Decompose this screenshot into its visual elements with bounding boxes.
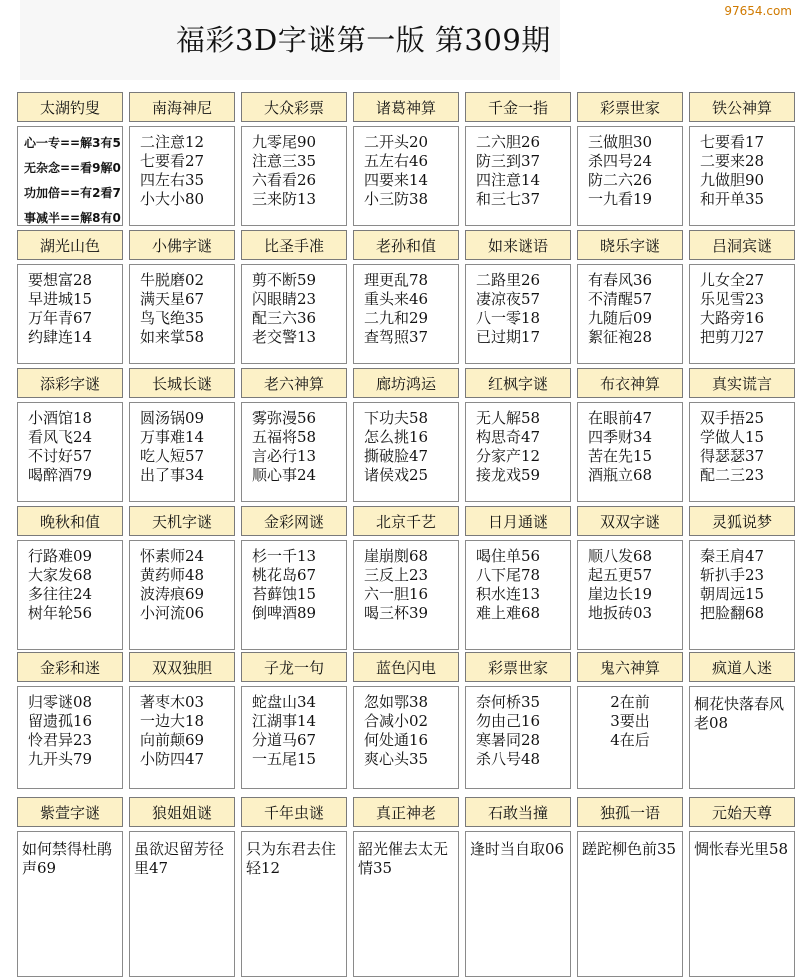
section-header: 千金一指 (465, 92, 571, 122)
section-header: 湖光山色 (17, 230, 123, 260)
riddle-line: 起五更57 (588, 566, 653, 584)
riddle-line: 桐花快落春风老08 (694, 695, 785, 732)
section-body (241, 402, 347, 502)
riddle-line: 凄凉夜57 (476, 290, 541, 308)
section-body (353, 686, 459, 789)
section-header: 灵狐说梦 (689, 506, 795, 536)
section-body (577, 126, 683, 226)
riddle-line: 万年青67 (28, 309, 93, 327)
riddle-line: 蹉跎柳色前35 (582, 840, 677, 858)
riddle-line: 得瑟瑟37 (700, 447, 765, 465)
riddle-line: 无杂念==看9解0 (24, 161, 121, 175)
riddle-line: 功加倍==有2看7 (24, 186, 121, 200)
riddle-line: 四季财34 (588, 428, 653, 446)
riddle-line: 小大小80 (140, 190, 205, 208)
section-body (689, 540, 795, 650)
section-header: 北京千艺 (353, 506, 459, 536)
section-header: 布衣神算 (577, 368, 683, 398)
riddle-line: 一边大18 (140, 712, 205, 730)
section-header: 大众彩票 (241, 92, 347, 122)
riddle-line: 三做胆30 (588, 133, 653, 151)
riddle-line: 归零谜08 (28, 693, 93, 711)
riddle-line: 防二六26 (588, 171, 653, 189)
riddle-line: 心一专==解3有5 (24, 136, 121, 150)
section-header: 廊坊鸿运 (353, 368, 459, 398)
section-body (577, 402, 683, 502)
riddle-line: 三来防13 (252, 190, 317, 208)
section-body (465, 402, 571, 502)
section-body (17, 540, 123, 650)
section-header: 太湖钓叟 (17, 92, 123, 122)
riddle-line: 七要看17 (700, 133, 765, 151)
riddle-line: 地扳砖03 (588, 604, 653, 622)
riddle-line: 四注意14 (476, 171, 541, 189)
riddle-line: 顺八发68 (588, 547, 653, 565)
riddle-line: 不清醒57 (588, 290, 653, 308)
riddle-line: 和开单35 (700, 190, 765, 208)
watermark: 97654.com (724, 4, 792, 18)
section-body (241, 540, 347, 650)
riddle-line: 怎么挑16 (364, 428, 429, 446)
riddle-line: 爽心头35 (364, 750, 429, 768)
section-header: 石敢当撞 (465, 797, 571, 827)
riddle-line: 四左右35 (140, 171, 205, 189)
riddle-line: 雾弥漫56 (252, 409, 317, 427)
riddle-line: 崖边长19 (588, 585, 653, 603)
riddle-line: 已过期17 (476, 328, 541, 346)
section-body (689, 264, 795, 364)
section-body (689, 402, 795, 502)
riddle-line: 向前颠69 (140, 731, 205, 749)
riddle-line: 朝周远15 (700, 585, 765, 603)
section-header: 小佛字谜 (129, 230, 235, 260)
riddle-line: 配三六36 (252, 309, 317, 327)
riddle-line: 看风飞24 (28, 428, 93, 446)
riddle-line: 留遗孤16 (28, 712, 93, 730)
riddle-line: 重头来46 (364, 290, 429, 308)
riddle-line: 鸟飞绝35 (140, 309, 205, 327)
riddle-line: 韶光催去太无情35 (358, 840, 449, 877)
section-body (465, 540, 571, 650)
section-body (241, 264, 347, 364)
riddle-line: 满天星67 (140, 290, 205, 308)
riddle-line: 如来掌58 (140, 328, 205, 346)
riddle-line: 注意三35 (252, 152, 317, 170)
riddle-line: 九随后09 (588, 309, 653, 327)
riddle-line: 蛇盘山34 (252, 693, 317, 711)
riddle-line: 儿女全27 (700, 271, 765, 289)
section-body (577, 264, 683, 364)
section-header: 添彩字谜 (17, 368, 123, 398)
section-header: 老孙和值 (353, 230, 459, 260)
section-header: 双双字谜 (577, 506, 683, 536)
riddle-line: 二开头20 (364, 133, 429, 151)
riddle-line: 逢时当自取06 (470, 840, 565, 858)
riddle-line: 难上难68 (476, 604, 541, 622)
section-body (17, 264, 123, 364)
section-body (577, 686, 683, 789)
riddle-line: 秦王肩47 (700, 547, 765, 565)
section-header: 老六神算 (241, 368, 347, 398)
riddle-line: 二六胆26 (476, 133, 541, 151)
section-header: 真实谎言 (689, 368, 795, 398)
riddle-line: 三反上23 (364, 566, 429, 584)
section-header: 诸葛神算 (353, 92, 459, 122)
riddle-line: 二路里26 (476, 271, 541, 289)
section-header: 长城长谜 (129, 368, 235, 398)
riddle-line: 小河流06 (140, 604, 205, 622)
riddle-line: 言必行13 (252, 447, 317, 465)
section-body (353, 831, 459, 977)
riddle-line: 合减小02 (364, 712, 429, 730)
riddle-line: 怀素师24 (140, 547, 205, 565)
riddle-line: 把脸翻68 (700, 604, 765, 622)
riddle-line: 撕破脸47 (364, 447, 429, 465)
riddle-line: 九开头79 (28, 750, 93, 768)
riddle-line: 不讨好57 (28, 447, 93, 465)
riddle-line: 无人解58 (476, 409, 541, 427)
riddle-line: 出了事34 (140, 466, 205, 484)
riddle-line: 查驾照37 (364, 328, 429, 346)
section-body (129, 264, 235, 364)
section-header: 独孤一语 (577, 797, 683, 827)
riddle-line: 九零尾90 (252, 133, 317, 151)
section-header: 金彩网谜 (241, 506, 347, 536)
section-header: 蓝色闪电 (353, 652, 459, 682)
section-header: 子龙一句 (241, 652, 347, 682)
riddle-line: 小防四47 (140, 750, 205, 768)
section-body (577, 540, 683, 650)
section-body (689, 831, 795, 977)
section-body (129, 126, 235, 226)
section-header: 比圣手准 (241, 230, 347, 260)
riddle-line: 五左右46 (364, 152, 429, 170)
section-header: 紫萱字谜 (17, 797, 123, 827)
riddle-line: 五福将58 (252, 428, 317, 446)
riddle-line: 配二三23 (700, 466, 765, 484)
riddle-line: 奈何桥35 (476, 693, 541, 711)
riddle-line: 万事难14 (140, 428, 205, 446)
riddle-line: 多往往24 (28, 585, 93, 603)
riddle-line: 喝醉酒79 (28, 466, 93, 484)
section-header: 日月通谜 (465, 506, 571, 536)
riddle-line: 杀八号48 (476, 750, 541, 768)
section-body (17, 686, 123, 789)
riddle-line: 约肆连14 (28, 328, 93, 346)
riddle-line: 有春风36 (588, 271, 653, 289)
section-body (129, 402, 235, 502)
riddle-line: 把剪刀27 (700, 328, 765, 346)
riddle-line: 酒瓶立68 (588, 466, 653, 484)
section-header: 如来谜语 (465, 230, 571, 260)
riddle-line: 圆汤锅09 (140, 409, 205, 427)
section-body (353, 126, 459, 226)
riddle-line: 4在后 (610, 731, 650, 749)
section-body (129, 540, 235, 650)
riddle-line: 2在前 (610, 693, 650, 711)
riddle-line: 怜君异23 (28, 731, 93, 749)
riddle-line: 二注意12 (140, 133, 205, 151)
riddle-line: 九做胆90 (700, 171, 765, 189)
riddle-line: 一五尾15 (252, 750, 317, 768)
riddle-line: 八一零18 (476, 309, 541, 327)
section-body (17, 402, 123, 502)
section-header: 疯道人迷 (689, 652, 795, 682)
riddle-line: 七要看27 (140, 152, 205, 170)
riddle-line: 忽如鄂38 (364, 693, 429, 711)
riddle-line: 顺心事24 (252, 466, 317, 484)
riddle-line: 大家发68 (28, 566, 93, 584)
riddle-line: 要想富28 (28, 271, 93, 289)
riddle-line: 苔藓蚀15 (252, 585, 317, 603)
section-body (129, 686, 235, 789)
riddle-line: 何处通16 (364, 731, 429, 749)
riddle-line: 分家产12 (476, 447, 541, 465)
riddle-line: 下功夫58 (364, 409, 429, 427)
section-header: 吕洞宾谜 (689, 230, 795, 260)
riddle-line: 和三七37 (476, 190, 541, 208)
section-body (17, 126, 123, 226)
riddle-line: 事减半==解8有0 (24, 211, 121, 225)
riddle-line: 老交警13 (252, 328, 317, 346)
riddle-line: 闪眼睛23 (252, 290, 317, 308)
riddle-line: 絮征袍28 (588, 328, 653, 346)
section-header: 元始天尊 (689, 797, 795, 827)
riddle-line: 崖崩剫68 (364, 547, 429, 565)
riddle-line: 杀四号24 (588, 152, 653, 170)
riddle-line: 学做人15 (700, 428, 765, 446)
section-body (241, 686, 347, 789)
riddle-line: 剪不断59 (252, 271, 317, 289)
riddle-line: 二要来28 (700, 152, 765, 170)
riddle-line: 喝住单56 (476, 547, 541, 565)
riddle-line: 如何禁得杜鹃声69 (22, 840, 113, 877)
section-header: 天机字谜 (129, 506, 235, 536)
riddle-line: 倒啤酒89 (252, 604, 317, 622)
section-header: 晚秋和值 (17, 506, 123, 536)
riddle-line: 在眼前47 (588, 409, 653, 427)
riddle-line: 黄药师48 (140, 566, 205, 584)
riddle-line: 虽欲迟留芳径里47 (134, 840, 225, 877)
riddle-grid (17, 92, 795, 945)
riddle-line: 诸侯戏25 (364, 466, 429, 484)
riddle-line: 积水连13 (476, 585, 541, 603)
riddle-line: 惆怅春光里58 (694, 840, 789, 858)
section-body (241, 831, 347, 977)
section-body (353, 540, 459, 650)
section-body (129, 831, 235, 977)
section-header: 千年虫谜 (241, 797, 347, 827)
page-title: 福彩3D字谜第一版 第309期 (176, 23, 551, 57)
section-header: 彩票世家 (465, 652, 571, 682)
riddle-line: 著枣木03 (140, 693, 205, 711)
section-header: 真正神老 (353, 797, 459, 827)
riddle-line: 六看看26 (252, 171, 317, 189)
riddle-line: 分道马67 (252, 731, 317, 749)
riddle-line: 防三到37 (476, 152, 541, 170)
riddle-line: 乐见雪23 (700, 290, 765, 308)
section-body (353, 264, 459, 364)
riddle-line: 早进城15 (28, 290, 93, 308)
riddle-line: 理更乱78 (364, 271, 429, 289)
section-body (465, 126, 571, 226)
riddle-line: 大路旁16 (700, 309, 765, 327)
section-body (689, 686, 795, 789)
riddle-line: 波涛痕69 (140, 585, 205, 603)
riddle-line: 江湖事14 (252, 712, 317, 730)
section-header: 彩票世家 (577, 92, 683, 122)
riddle-line: 小三防38 (364, 190, 429, 208)
section-header: 铁公神算 (689, 92, 795, 122)
section-body (689, 126, 795, 226)
section-header: 金彩和迷 (17, 652, 123, 682)
riddle-line: 六一胆16 (364, 585, 429, 603)
riddle-line: 寒暑同28 (476, 731, 541, 749)
riddle-line: 苦在先15 (588, 447, 653, 465)
riddle-line: 构思奇47 (476, 428, 541, 446)
riddle-line: 行路难09 (28, 547, 93, 565)
section-body (577, 831, 683, 977)
riddle-line: 吃人短57 (140, 447, 205, 465)
section-header: 红枫字谜 (465, 368, 571, 398)
riddle-line: 只为东君去住轻12 (246, 840, 337, 877)
section-body (465, 264, 571, 364)
section-body (353, 402, 459, 502)
section-body (465, 686, 571, 789)
section-body (465, 831, 571, 977)
riddle-line: 杉一千13 (252, 547, 317, 565)
riddle-line: 勿由己16 (476, 712, 541, 730)
riddle-line: 接龙戏59 (476, 466, 541, 484)
riddle-line: 四要来14 (364, 171, 429, 189)
section-header: 双双独胆 (129, 652, 235, 682)
riddle-line: 3要出 (610, 712, 650, 730)
riddle-line: 树年轮56 (28, 604, 93, 622)
riddle-line: 斩扒手23 (700, 566, 765, 584)
riddle-line: 喝三杯39 (364, 604, 429, 622)
riddle-line: 二九和29 (364, 309, 429, 327)
section-header: 鬼六神算 (577, 652, 683, 682)
section-header: 狼姐姐谜 (129, 797, 235, 827)
section-body (241, 126, 347, 226)
riddle-line: 一九看19 (588, 190, 653, 208)
section-header: 南海神尼 (129, 92, 235, 122)
riddle-line: 牛脱磨02 (140, 271, 205, 289)
section-body (17, 831, 123, 977)
riddle-line: 八下尾78 (476, 566, 541, 584)
riddle-line: 小酒馆18 (28, 409, 93, 427)
riddle-line: 桃花岛67 (252, 566, 317, 584)
riddle-line: 双手捂25 (700, 409, 765, 427)
section-header: 晓乐字谜 (577, 230, 683, 260)
